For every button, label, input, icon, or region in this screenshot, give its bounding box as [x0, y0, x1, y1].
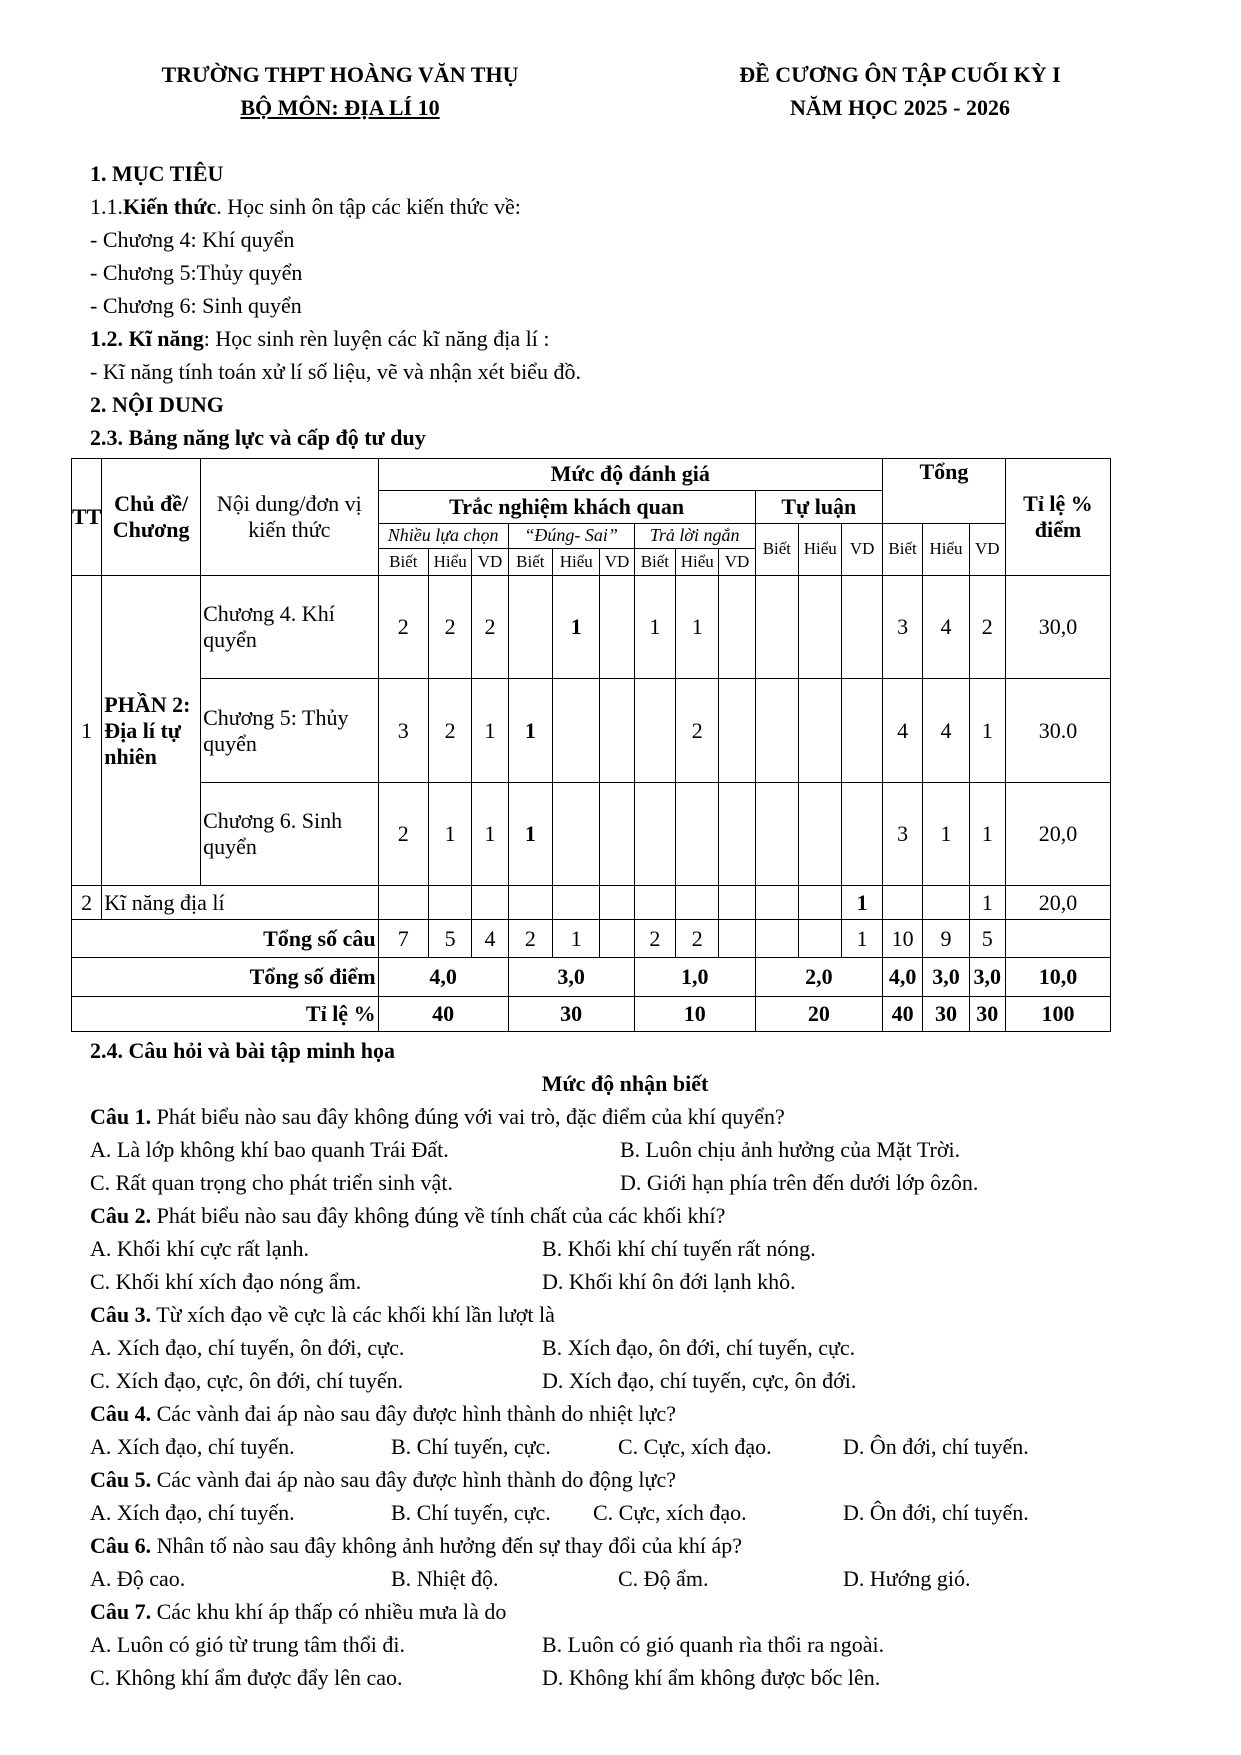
intro-section [90, 157, 1150, 454]
percent-row: Tỉ lệ % 40 30 10 20 40 30 30 100 [72, 997, 1111, 1032]
chapter-4-item: - Chương 4: Khí quyển [90, 227, 295, 252]
question-stem: Câu 5. Các vành đai áp nào sau đây được hình thành do động lực? [90, 1467, 676, 1492]
question-stem: Câu 4. Các vành đai áp nào sau đây được hình thành do nhiệt lực? [90, 1401, 676, 1426]
doc-title: ĐỀ CƯƠNG ÔN TẬP CUỐI KỲ I [739, 62, 1061, 87]
pct-cell: 20,0 [1005, 886, 1110, 920]
topic-cell: Chương 4. Khí quyển [201, 575, 379, 679]
row-number: 1 [72, 575, 102, 886]
chapter-5-item: - Chương 5:Thủy quyển [90, 260, 303, 285]
col-assessment-level: Mức độ đánh giá [378, 459, 882, 491]
option-row: A. Xích đạo, chí tuyến, ôn đới, cực. B. Xích đạo, ôn đới, chí tuyến, cực. [90, 1335, 856, 1360]
header-row-4: Biết Hiểu VD Biết Hiểu VD Biết Hiểu VD [72, 549, 1111, 576]
chapter-6-item: - Chương 6: Sinh quyển [90, 293, 302, 318]
total-score-row: Tổng số điểm 4,0 3,0 1,0 2,0 4,0 3,0 3,0 10,0 [72, 958, 1111, 997]
question-stem: Câu 6. Nhân tố nào sau đây không ảnh hưởng đến sự thay đổi của khí áp? [90, 1533, 742, 1558]
header-row-3: Nhiều lựa chọn “Đúng- Sai” Trả lời ngắn Biết Hiểu VD Biết Hiểu VD [72, 523, 1111, 549]
topic-cell: Chương 5: Thủy quyển [201, 679, 379, 783]
topic-cell: Chương 6. Sinh quyển [201, 782, 379, 886]
row-number: 2 [72, 886, 102, 920]
subject-name: BỘ MÔN: ĐỊA LÍ 10 [240, 95, 440, 120]
question-stem: Câu 3. Từ xích đạo về cực là các khối khí lần lượt là [90, 1302, 555, 1327]
school-header [100, 58, 580, 124]
competency-table [71, 458, 1111, 1032]
school-year: NĂM HỌC 2025 - 2026 [790, 95, 1010, 120]
topic-cell: Kĩ năng địa lí [102, 886, 378, 920]
part-label: PHẦN 2: Địa lí tự nhiên [102, 575, 201, 886]
pct-cell: 30.0 [1005, 679, 1110, 783]
skill-line: 1.2. Kĩ năng: Học sinh rèn luyện các kĩ năng địa lí : [90, 326, 550, 351]
option-row: C. Không khí ẩm được đẩy lên cao. D. Không khí ẩm không được bốc lên. [90, 1665, 881, 1690]
col-tt: TT [72, 459, 102, 576]
option-row: A. Là lớp không khí bao quanh Trái Đất. B. Luôn chịu ảnh hưởng của Mặt Trời. [90, 1137, 961, 1162]
option-row: A. Khối khí cực rất lạnh. B. Khối khí chí tuyến rất nóng. [90, 1236, 816, 1261]
question-stem: Câu 2. Phát biểu nào sau đây không đúng về tính chất của các khối khí? [90, 1203, 726, 1228]
total-questions-row: Tổng số câu 7 5 4 2 1 2 2 1 10 9 5 [72, 920, 1111, 958]
table-row: 2 Kĩ năng địa lí 1 1 20,0 [72, 886, 1111, 920]
option-row: A. Xích đạo, chí tuyến. B. Chí tuyến, cực. C. Cực, xích đạo. D. Ôn đới, chí tuyến. [90, 1500, 1029, 1525]
col-total: Tổng [882, 459, 1005, 524]
questions-section [90, 1034, 1160, 1694]
col-objective: Trắc nghiệm khách quan [378, 490, 755, 523]
table-row: Chương 6. Sinh quyển 2 1 1 1 3 1 1 20,0 [72, 782, 1111, 886]
table-row: 1 PHẦN 2: Địa lí tự nhiên Chương 4. Khí quyển 2 2 2 1 1 1 3 4 2 30,0 [72, 575, 1111, 679]
option-row: C. Xích đạo, cực, ôn đới, chí tuyến. D. Xích đạo, chí tuyến, cực, ôn đới. [90, 1368, 857, 1393]
col-essay: Tự luận [755, 490, 882, 523]
skill-item: - Kĩ năng tính toán xử lí số liệu, vẽ và nhận xét biểu đồ. [90, 359, 581, 384]
table-row: Chương 5: Thủy quyển 3 2 1 1 2 4 4 1 30.0 [72, 679, 1111, 783]
col-topic: Chủ đề/ Chương [102, 459, 201, 576]
level-heading: Mức độ nhận biết [541, 1071, 709, 1096]
question-stem: Câu 1. Phát biểu nào sau đây không đúng với vai trò, đặc điểm của khí quyển? [90, 1104, 785, 1129]
section-2-3-heading: 2.3. Bảng năng lực và cấp độ tư duy [90, 425, 426, 450]
col-score-pct: Tỉ lệ % điểm [1005, 459, 1110, 576]
pct-cell: 30,0 [1005, 575, 1110, 679]
option-row: A. Luôn có gió từ trung tâm thổi đi. B. Luôn có gió quanh rìa thổi ra ngoài. [90, 1632, 885, 1657]
option-row: A. Xích đạo, chí tuyến. B. Chí tuyến, cực. C. Cực, xích đạo. D. Ôn đới, chí tuyến. [90, 1434, 1029, 1459]
option-row: C. Khối khí xích đạo nóng ẩm. D. Khối khí ôn đới lạnh khô. [90, 1269, 796, 1294]
col-content: Nội dung/đơn vị kiến thức [201, 459, 379, 576]
knowledge-line: 1.1.Kiến thức. Học sinh ôn tập các kiến thức về: [90, 194, 521, 219]
option-row: C. Rất quan trọng cho phát triển sinh vật. D. Giới hạn phía trên đến dưới lớp ôzôn. [90, 1170, 979, 1195]
section-2-4-heading: 2.4. Câu hỏi và bài tập minh họa [90, 1038, 396, 1063]
doc-header [680, 58, 1120, 124]
col-true-false: “Đúng- Sai” [508, 523, 634, 549]
col-short-answer: Trả lời ngắn [634, 523, 755, 549]
section-2-heading: 2. NỘI DUNG [90, 392, 224, 417]
option-row: A. Độ cao. B. Nhiệt độ. C. Độ ẩm. D. Hướng gió. [90, 1566, 971, 1591]
pct-cell: 20,0 [1005, 782, 1110, 886]
school-name: TRƯỜNG THPT HOÀNG VĂN THỤ [161, 62, 519, 87]
section-1-heading: 1. MỤC TIÊU [90, 161, 224, 186]
col-multiple-choice: Nhiều lựa chọn [378, 523, 508, 549]
question-stem: Câu 7. Các khu khí áp thấp có nhiều mưa là do [90, 1599, 507, 1624]
header-row-1 [72, 459, 1111, 491]
